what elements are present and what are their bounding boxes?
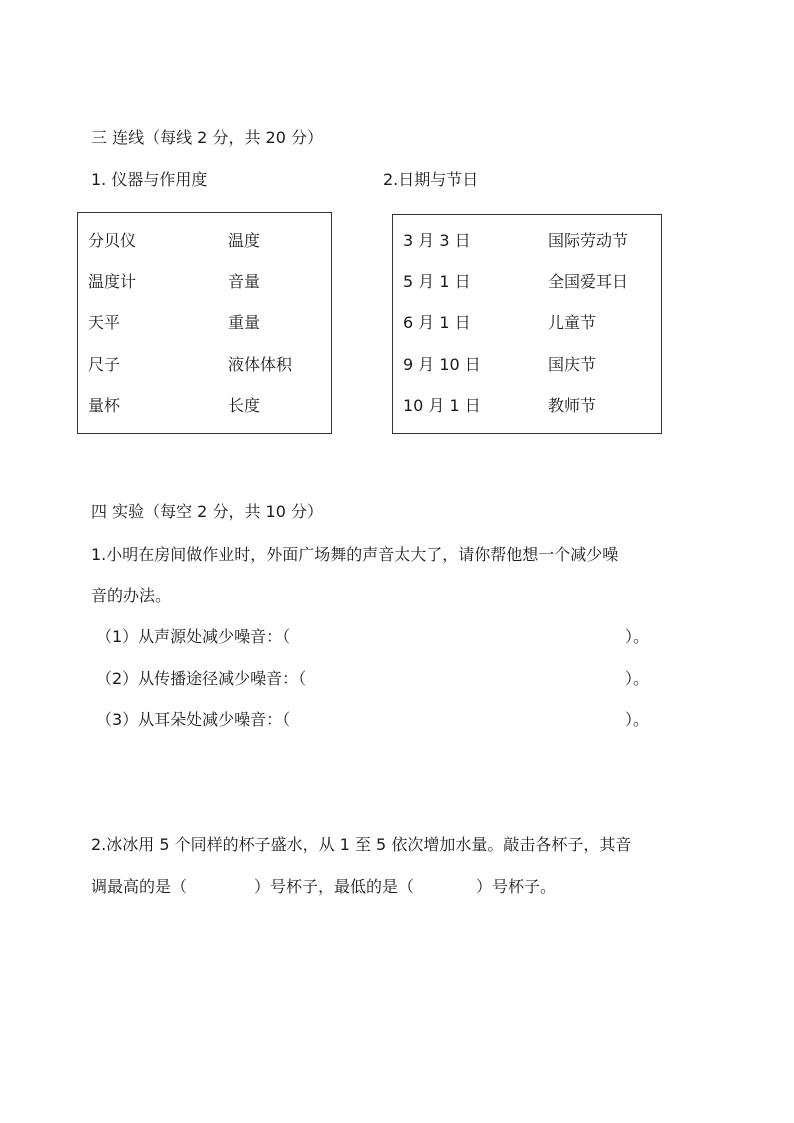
left-item: 分贝仪 (88, 231, 137, 250)
question-2-line-2-end: ）号杯子。 (476, 877, 557, 896)
section-4-heading: 四 实验（每空 2 分，共 10 分） (91, 502, 323, 521)
left-item: 9 月 10 日 (403, 355, 481, 374)
question-2-line-2-start: 调最高的是（ (91, 877, 188, 896)
right-item: 重量 (228, 313, 261, 332)
sub-question-3-label: （3）从耳朵处减少噪音：（ (96, 710, 291, 729)
part-2-title: 2.日期与节日 (383, 170, 479, 189)
date-festival-matching-box (392, 214, 662, 434)
left-item: 5 月 1 日 (403, 272, 471, 291)
right-item: 液体体积 (228, 355, 293, 374)
sub-question-3-close: ）。 (625, 710, 650, 729)
question-1-line-1: 1.小明在房间做作业时，外面广场舞的声音太大了，请你帮他想一个减少噪 (91, 545, 619, 564)
right-item: 音量 (228, 272, 261, 291)
part-1-title: 1. 仪器与作用度 (91, 170, 208, 189)
left-item: 量杯 (88, 396, 121, 415)
question-2-line-2-middle: ）号杯子，最低的是（ (254, 877, 415, 896)
right-item: 长度 (228, 396, 261, 415)
sub-question-2-label: （2）从传播途径减少噪音：（ (96, 669, 307, 688)
right-item: 全国爱耳日 (548, 272, 629, 291)
left-item: 3 月 3 日 (403, 231, 471, 250)
right-item: 国际劳动节 (548, 231, 629, 250)
left-item: 温度计 (88, 272, 137, 291)
left-item: 天平 (88, 313, 121, 332)
right-item: 儿童节 (548, 313, 597, 332)
sub-question-1-label: （1）从声源处减少噪音：（ (96, 627, 291, 646)
instrument-matching-box (77, 212, 332, 434)
left-item: 6 月 1 日 (403, 313, 471, 332)
section-3-heading: 三 连线（每线 2 分，共 20 分） (91, 128, 323, 147)
right-item: 国庆节 (548, 355, 597, 374)
question-1-line-2: 音的办法。 (91, 586, 172, 605)
left-item: 10 月 1 日 (403, 396, 481, 415)
right-item: 教师节 (548, 396, 597, 415)
sub-question-2-close: ）。 (625, 669, 650, 688)
right-item: 温度 (228, 231, 261, 250)
sub-question-1-close: ）。 (625, 627, 650, 646)
question-2-line-1: 2.冰冰用 5 个同样的杯子盛水，从 1 至 5 依次增加水量。敲击各杯子，其音 (91, 835, 632, 854)
left-item: 尺子 (88, 355, 121, 374)
